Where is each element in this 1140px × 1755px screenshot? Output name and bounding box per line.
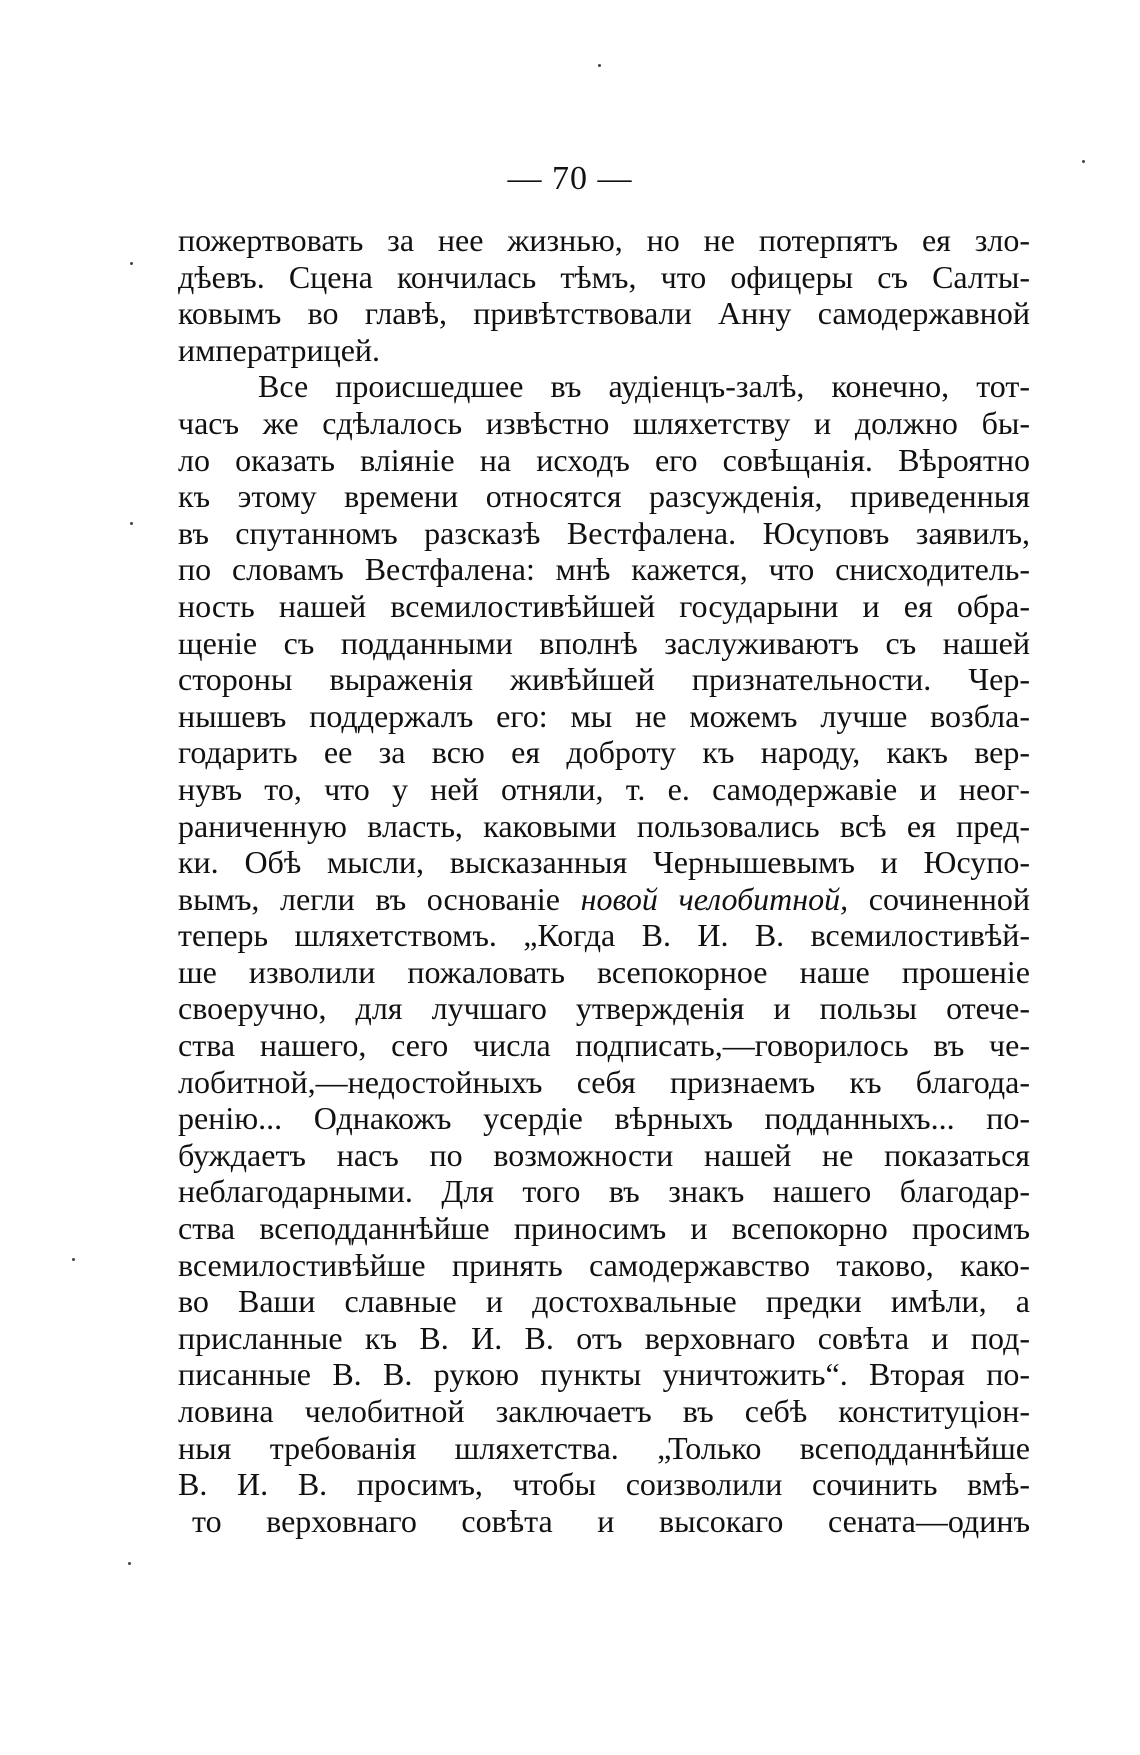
text-line: всемилостивѣйше принять самодержавство таково, како- bbox=[178, 1246, 1030, 1283]
text-line: къ этому времени относятся разсужденія, приведенныя bbox=[178, 478, 1030, 515]
text-line: въ спутанномъ разсказѣ Вестфалена. Юсуповъ заявилъ, bbox=[178, 514, 1030, 551]
print-speck bbox=[598, 64, 601, 67]
print-speck bbox=[130, 522, 133, 525]
text-line: ковымъ во главѣ, привѣтствовали Анну самодержавной bbox=[178, 295, 1030, 332]
italic-emphasis: новой челобитной, bbox=[580, 880, 849, 917]
text-line: своеручно, для лучшаго утвержденія и пользы отече- bbox=[178, 990, 1030, 1027]
text-line: щеніе съ подданными вполнѣ заслуживаютъ съ нашей bbox=[178, 624, 1030, 661]
text-line: ловина челобитной заключаетъ въ себѣ конституціон- bbox=[178, 1393, 1030, 1429]
text-line: дѣевъ. Сцена кончилась тѣмъ, что офицеры съ Салты- bbox=[178, 258, 1030, 295]
print-speck bbox=[72, 1258, 75, 1261]
text-line: ства нашего, сего числа подписать,—говорилось въ че- bbox=[178, 1027, 1030, 1064]
text-line: ренію... Однакожъ усердіе вѣрныхъ подданныхъ... по- bbox=[178, 1100, 1030, 1137]
text-line: ныя требованія шляхетства. „Только всеподданнѣйше bbox=[178, 1429, 1030, 1466]
text-line: ства всеподданнѣйше приносимъ и всепокорно просимъ bbox=[178, 1210, 1030, 1247]
text-line: ше изволили пожаловать всепокорное наше прошеніе bbox=[178, 953, 1030, 990]
text-line: ки. Обѣ мысли, высказанныя Чернышевымъ и Юсупо- bbox=[178, 844, 1030, 881]
text-line: неблагодарными. Для того въ знакъ нашего благодар- bbox=[178, 1173, 1030, 1210]
text-line: ность нашей всемилостивѣйшей государыни и ея обра- bbox=[178, 587, 1030, 624]
text-line: во Ваши славные и достохвальные предки имѣли, а bbox=[178, 1283, 1030, 1320]
text-line: теперь шляхетствомъ. „Когда В. И. В. всемилостивѣй- bbox=[178, 917, 1030, 954]
text-line: буждаетъ насъ по возможности нашей не показаться bbox=[178, 1136, 1030, 1173]
page-number: — 70 — bbox=[507, 160, 633, 197]
text-line: годарить ее за всю ея доброту къ народу, какъ вер- bbox=[178, 734, 1030, 771]
text-line: пожертвовать за нее жизнью, но не потерпятъ ея зло- bbox=[178, 222, 1030, 258]
text-line: В. И. В. просимъ, чтобы соизволили сочинить вмѣ- bbox=[178, 1466, 1030, 1503]
print-speck bbox=[130, 262, 133, 265]
body-text bbox=[178, 222, 1030, 1539]
text-line: стороны выраженія живѣйшей признательности. Чер- bbox=[178, 661, 1030, 698]
text-line: императрицей. bbox=[178, 331, 381, 368]
text-line-mixed bbox=[178, 881, 1030, 918]
text-line: Все происшедшее въ аудіенцъ-залѣ, конечно, тот- bbox=[258, 368, 1030, 405]
text-line: нышевъ поддержалъ его: мы не можемъ лучше возбла- bbox=[178, 697, 1030, 734]
print-speck bbox=[128, 1562, 131, 1565]
text-segment: сочиненной bbox=[868, 880, 1030, 917]
text-line: ло оказать вліяніе на исходъ его совѣщанія. Вѣроятно bbox=[178, 441, 1030, 478]
text-line: лобитной,—недостойныхъ себя признаемъ къ благода- bbox=[178, 1063, 1030, 1100]
text-line: присланные къ В. И. В. отъ верховнаго совѣта и под- bbox=[178, 1319, 1030, 1356]
text-line: раниченную власть, каковыми пользовались всѣ ея пред- bbox=[178, 807, 1030, 844]
text-line: по словамъ Вестфалена: мнѣ кажется, что снисходитель- bbox=[178, 551, 1030, 588]
text-line: нувъ то, что у ней отняли, т. е. самодержавіе и неог- bbox=[178, 770, 1030, 807]
text-line: то верховнаго совѣта и высокаго сената—одинъ bbox=[192, 1502, 1030, 1539]
text-segment: вымъ, легли въ основаніе bbox=[178, 880, 560, 917]
text-line: часъ же сдѣлалось извѣстно шляхетству и должно бы- bbox=[178, 404, 1030, 441]
text-line: писанные В. В. рукою пункты уничтожить“. Вторая по- bbox=[178, 1356, 1030, 1393]
